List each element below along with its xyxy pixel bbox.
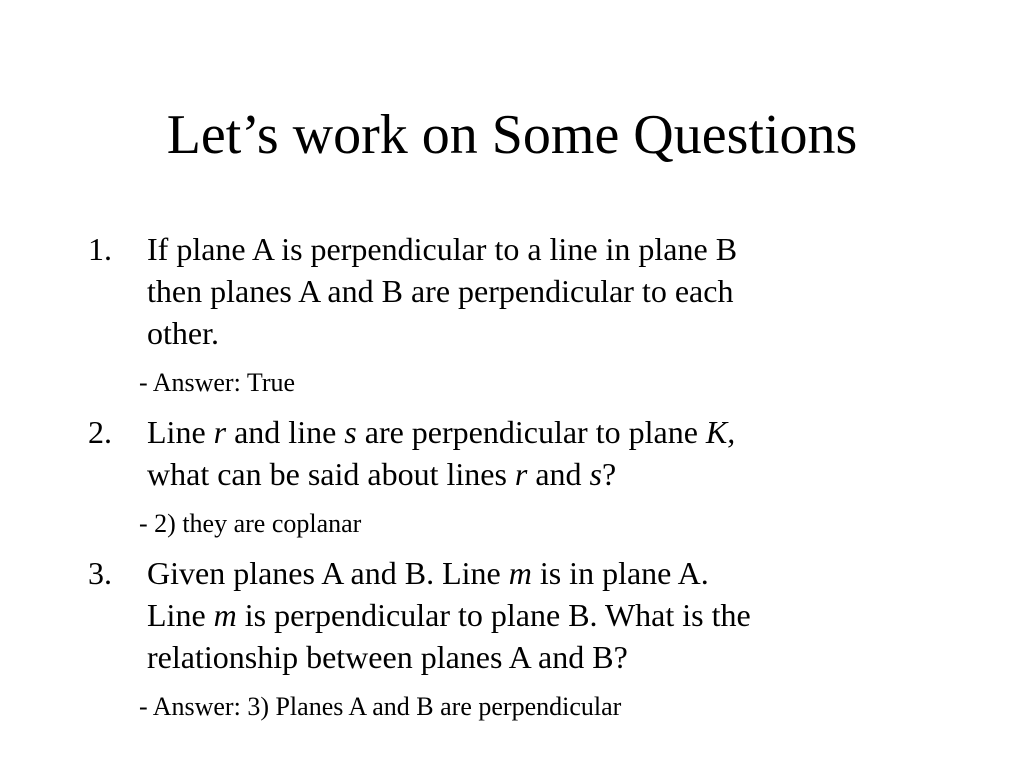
answer-3: - Answer: 3) Planes A and B are perpendicular (139, 692, 622, 721)
question-line: what can be said about lines r and s? (147, 456, 617, 492)
question-line: Line r and line s are perpendicular to plane K, (147, 414, 736, 450)
question-line: Line m is perpendicular to plane B. What is the (147, 597, 751, 633)
question-line: relationship between planes A and B? (147, 639, 628, 675)
answer-2: - 2) they are coplanar (139, 509, 362, 538)
question-number: 1. (88, 231, 112, 267)
question-text (147, 411, 927, 495)
question-line: Given planes A and B. Line m is in plane A. (147, 555, 709, 591)
question-line: If plane A is perpendicular to a line in plane B (147, 231, 738, 267)
question-number: 3. (88, 555, 112, 591)
question-text (147, 552, 927, 678)
question-line: then planes A and B are perpendicular to each (147, 273, 734, 309)
slide-title: Let’s work on Some Questions (166, 104, 858, 166)
question-text (147, 228, 927, 354)
answer-1: - Answer: True (139, 368, 296, 397)
question-line: other. (147, 315, 219, 351)
question-number: 2. (88, 414, 112, 450)
